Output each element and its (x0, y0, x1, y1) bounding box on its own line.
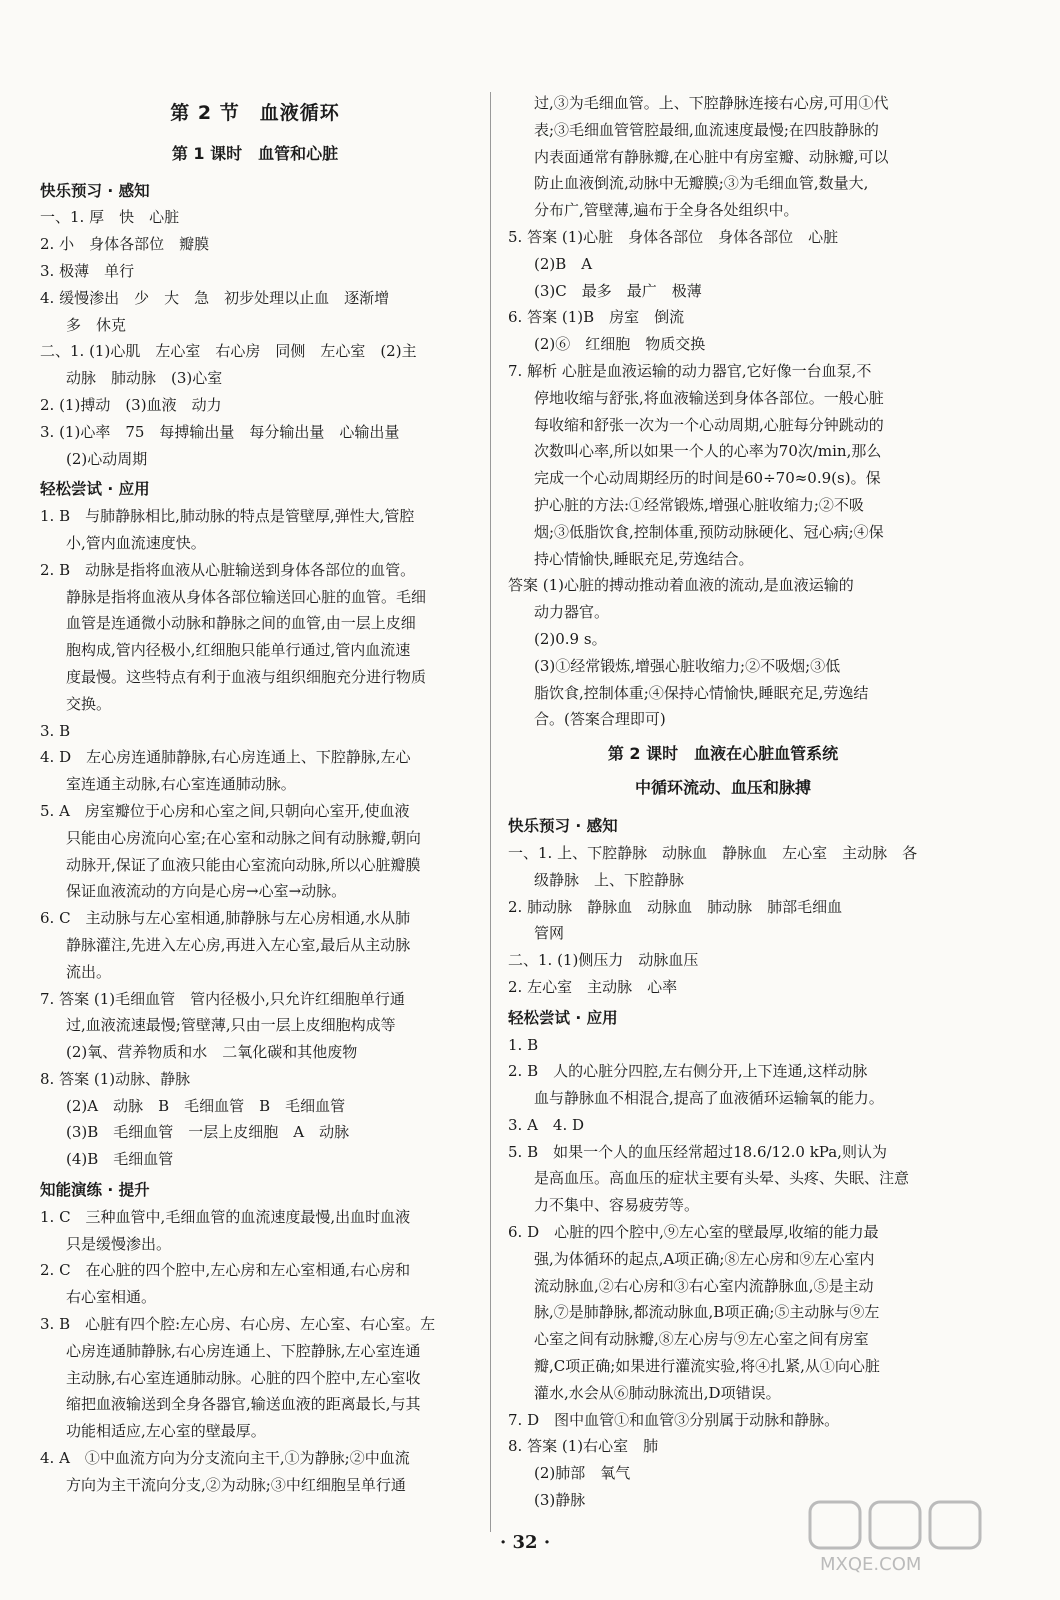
answer-line: 动脉开,保证了血液只能由心室流向动脉,所以心脏瓣膜 (66, 855, 421, 874)
answer-line: (2)B A (534, 254, 593, 273)
right-column (508, 90, 938, 1514)
answer-line: (2)心动周期 (66, 449, 148, 468)
heading-try: 轻松尝试 · 应用 (40, 480, 150, 499)
answer-line: 停地收缩与舒张,将血液输送到身体各部位。一般心脏 (534, 388, 884, 407)
answer-line: 3. B (40, 721, 71, 740)
answer-line: 完成一个心动周期经历的时间是60÷70≈0.9(s)。保 (534, 469, 881, 488)
answer-line: 2. 左心室 主动脉 心率 (508, 977, 678, 996)
lesson2-title-b: 中循环流动、血压和脉搏 (634, 778, 811, 798)
answer-line: 小,管内血流速度快。 (66, 533, 206, 552)
answer-line: (2)0.9 s。 (534, 629, 607, 648)
answer-line: 室连通主动脉,右心室连通肺动脉。 (66, 775, 296, 794)
watermark-logo (800, 1496, 1000, 1576)
answer-line: 答案 (1)心脏的搏动推动着血液的流动,是血液运输的 (508, 576, 854, 595)
answer-line: 交换。 (66, 694, 112, 713)
answer-line: 灌水,水会从⑥肺动脉流出,D项错误。 (534, 1383, 781, 1402)
answer-line: 4. D 左心房连通肺静脉,右心房连通上、下腔静脉,左心 (40, 748, 411, 767)
page-number: · 32 · (500, 1532, 551, 1553)
answer-line: 8. 答案 (1)右心室 肺 (508, 1437, 659, 1456)
answer-line: 烟;③低脂饮食,控制体重,预防动脉硬化、冠心病;④保 (534, 522, 884, 541)
heading-practice: 知能演练 · 提升 (40, 1181, 150, 1200)
answer-line: 6. D 心脏的四个腔中,⑨左心室的壁最厚,收缩的能力最 (508, 1223, 879, 1242)
answer-line: 2. B 人的心脏分四腔,左右侧分开,上下连通,这样动脉 (508, 1062, 868, 1081)
answer-line: (2)肺部 氧气 (534, 1464, 631, 1483)
answer-line: 8. 答案 (1)动脉、静脉 (40, 1069, 191, 1088)
answer-line: 是高血压。高血压的症状主要有头晕、头疼、失眠、注意 (534, 1169, 910, 1188)
answer-line: 只是缓慢渗出。 (66, 1234, 172, 1253)
answer-line: (3)C 最多 最广 极薄 (534, 281, 702, 300)
answer-line: 缩把血液输送到全身各器官,输送血液的距离最长,与其 (66, 1395, 421, 1414)
answer-line: 保证血液流动的方向是心房→心室→动脉。 (66, 882, 347, 901)
answer-line: 右心室相通。 (66, 1288, 157, 1307)
answer-line: 每收缩和舒张一次为一个心动周期,心脏每分钟跳动的 (534, 415, 884, 434)
answer-line: 防止血液倒流,动脉中无瓣膜;③为毛细血管,数量大, (534, 174, 869, 193)
answer-line: 瓣,C项正确;如果进行灌流实验,将④扎紧,从①向心脏 (534, 1357, 880, 1376)
answer-line: 7. 解析 心脏是血液运输的动力器官,它好像一台血泵,不 (508, 361, 872, 380)
heading-try-2: 轻松尝试 · 应用 (508, 1008, 618, 1027)
answer-line: 5. A 房室瓣位于心房和心室之间,只朝向心室开,使血液 (40, 801, 410, 820)
answer-line: 2. B 动脉是指将血液从心脏输送到身体各部位的血管。 (40, 560, 416, 579)
answer-line: 分布广,管壁薄,遍布于全身各处组织中。 (534, 201, 799, 220)
right-preview-answers (508, 840, 938, 1001)
left-try-answers (40, 503, 470, 1173)
answer-line: 7. D 图中血管①和血管③分别属于动脉和静脉。 (508, 1410, 840, 1429)
answer-line: 3. A 4. D (508, 1115, 585, 1134)
answer-line: 心房连通肺静脉,右心房连通上、下腔静脉,左心室连通 (66, 1341, 421, 1360)
answer-line: 4. 缓慢渗出 少 大 急 初步处理以止血 逐渐增 (40, 288, 390, 307)
answer-line: 次数叫心率,所以如果一个人的心率为70次/min,那么 (534, 442, 882, 461)
answer-line: 7. 答案 (1)毛细血管 管内径极小,只允许红细胞单行通 (40, 989, 405, 1008)
answer-line: (4)B 毛细血管 (66, 1150, 174, 1169)
answer-line: (3)B 毛细血管 一层上皮细胞 A 动脉 (66, 1123, 350, 1142)
answer-line: (3)静脉 (534, 1491, 586, 1510)
answer-line: 护心脏的方法:①经常锻炼,增强心脏收缩力;②不吸 (534, 495, 864, 514)
answer-line: 5. 答案 (1)心脏 身体各部位 身体各部位 心脏 (508, 227, 839, 246)
answer-line: 主动脉,右心室连通肺动脉。心脏的四个腔中,左心室收 (66, 1368, 421, 1387)
answer-line: 流出。 (66, 962, 112, 981)
answer-line: 过,血液流速最慢;管壁薄,只由一层上皮细胞构成等 (66, 1016, 396, 1035)
answer-line: 动脉 肺动脉 (3)心室 (66, 369, 223, 388)
left-preview-answers (40, 204, 470, 472)
heading-preview-2: 快乐预习 · 感知 (508, 817, 618, 836)
answer-line: 过,③为毛细血管。上、下腔静脉连接右心房,可用①代 (534, 94, 889, 112)
answer-line: 合。(答案合理即可) (534, 710, 666, 729)
answer-line: 持心情愉快,睡眠充足,劳逸结合。 (534, 549, 754, 568)
answer-line: 血与静脉血不相混合,提高了血液循环运输氧的能力。 (534, 1089, 884, 1108)
answer-line: (2)A 动脉 B 毛细血管 B 毛细血管 (66, 1096, 346, 1115)
answer-line: 静脉是指将血液从身体各部位输送回心脏的血管。毛细 (66, 587, 427, 606)
answer-line: 功能相适应,左心室的壁最厚。 (66, 1422, 266, 1441)
answer-line: 2. C 在心脏的四个腔中,左心房和左心室相通,右心房和 (40, 1261, 411, 1280)
answer-line: 多 休克 (66, 315, 127, 334)
right-continued-answers (508, 90, 938, 733)
answer-line: 二、1. (1)心肌 左心室 右心房 同侧 左心室 (2)主 (40, 342, 417, 361)
answer-line: 3. (1)心率 75 每搏输出量 每分输出量 心输出量 (40, 422, 400, 441)
answer-line: 2. (1)搏动 (3)血液 动力 (40, 395, 222, 414)
right-try-answers (508, 1032, 938, 1514)
answer-line: (2)⑥ 红细胞 物质交换 (534, 335, 706, 354)
section-title: 第 2 节 血液循环 (170, 102, 340, 124)
answer-line: 1. B (508, 1035, 539, 1054)
answer-line: 表;③毛细血管管腔最细,血流速度最慢;在四肢静脉的 (534, 120, 879, 139)
answer-line: 二、1. (1)侧压力 动脉血压 (508, 951, 699, 970)
answer-line: 流动脉血,②右心房和③右心室内流静脉血,⑤是主动 (534, 1276, 874, 1295)
answer-line: 脂饮食,控制体重;④保持心情愉快,睡眠充足,劳逸结 (534, 683, 869, 702)
answer-line: 一、1. 厚 快 心脏 (40, 208, 180, 227)
answer-line: 2. 肺动脉 静脉血 动脉血 肺动脉 肺部毛细血 (508, 897, 843, 916)
answer-line: 6. C 主动脉与左心室相通,肺静脉与左心房相通,水从肺 (40, 909, 411, 928)
lesson2-title-a: 第 2 课时 血液在心脏血管系统 (607, 744, 839, 764)
svg-text:MXQE.COM: MXQE.COM (820, 1554, 922, 1575)
answer-line: 5. B 如果一个人的血压经常超过18.6/12.0 kPa,则认为 (508, 1142, 887, 1161)
answer-line: 一、1. 上、下腔静脉 动脉血 静脉血 左心室 主动脉 各 (508, 843, 918, 862)
answer-line: 管网 (534, 924, 565, 943)
answer-line: 度最慢。这些特点有利于血液与组织细胞充分进行物质 (66, 667, 427, 686)
answer-line: 级静脉 上、下腔静脉 (534, 870, 685, 889)
left-practice-answers (40, 1204, 470, 1499)
answer-line: 只能由心房流向心室;在心室和动脉之间有动脉瓣,朝向 (66, 828, 421, 847)
answer-line: 6. 答案 (1)B 房室 倒流 (508, 308, 685, 327)
answer-line: 静脉灌注,先进入左心房,再进入左心室,最后从主动脉 (66, 935, 411, 954)
answer-line: 动力器官。 (534, 603, 610, 622)
answer-line: 3. B 心脏有四个腔:左心房、右心房、左心室、右心室。左 (40, 1315, 436, 1334)
answer-line: 强,为体循环的起点,A项正确;⑧左心房和⑨左心室内 (534, 1249, 875, 1268)
answer-line: (3)①经常锻炼,增强心脏收缩力;②不吸烟;③低 (534, 656, 841, 675)
answer-line: 血管是连通微小动脉和静脉之间的血管,由一层上皮细 (66, 614, 416, 633)
lesson1-title: 第 1 课时 血管和心脏 (171, 143, 339, 163)
left-column (40, 88, 470, 1499)
answer-line: 4. A ①中血流方向为分支流向主干,①为静脉;②中血流 (40, 1449, 410, 1468)
answer-line: 心室之间有动脉瓣,⑧左心房与⑨左心室之间有房室 (534, 1330, 869, 1349)
answer-line: 3. 极薄 单行 (40, 261, 135, 280)
answer-line: 方向为主干流向分支,②为动脉;③中红细胞呈单行通 (66, 1475, 406, 1494)
answer-line: 1. C 三种血管中,毛细血管的血流速度最慢,出血时血液 (40, 1207, 411, 1226)
column-divider (490, 92, 491, 1532)
answer-line: 1. B 与肺静脉相比,肺动脉的特点是管壁厚,弹性大,管腔 (40, 507, 415, 526)
answer-line: 脉,⑦是肺静脉,都流动脉血,B项正确;⑤主动脉与⑨左 (534, 1303, 880, 1322)
answer-line: (2)氧、营养物质和水 二氧化碳和其他废物 (66, 1043, 358, 1062)
answer-line: 2. 小 身体各部位 瓣膜 (40, 235, 210, 254)
answer-line: 内表面通常有静脉瓣,在心脏中有房室瓣、动脉瓣,可以 (534, 147, 889, 166)
answer-line: 力不集中、容易疲劳等。 (534, 1196, 700, 1215)
heading-preview: 快乐预习 · 感知 (40, 181, 150, 200)
answer-line: 胞构成,管内径极小,红细胞只能单行通过,管内血流速 (66, 641, 411, 660)
